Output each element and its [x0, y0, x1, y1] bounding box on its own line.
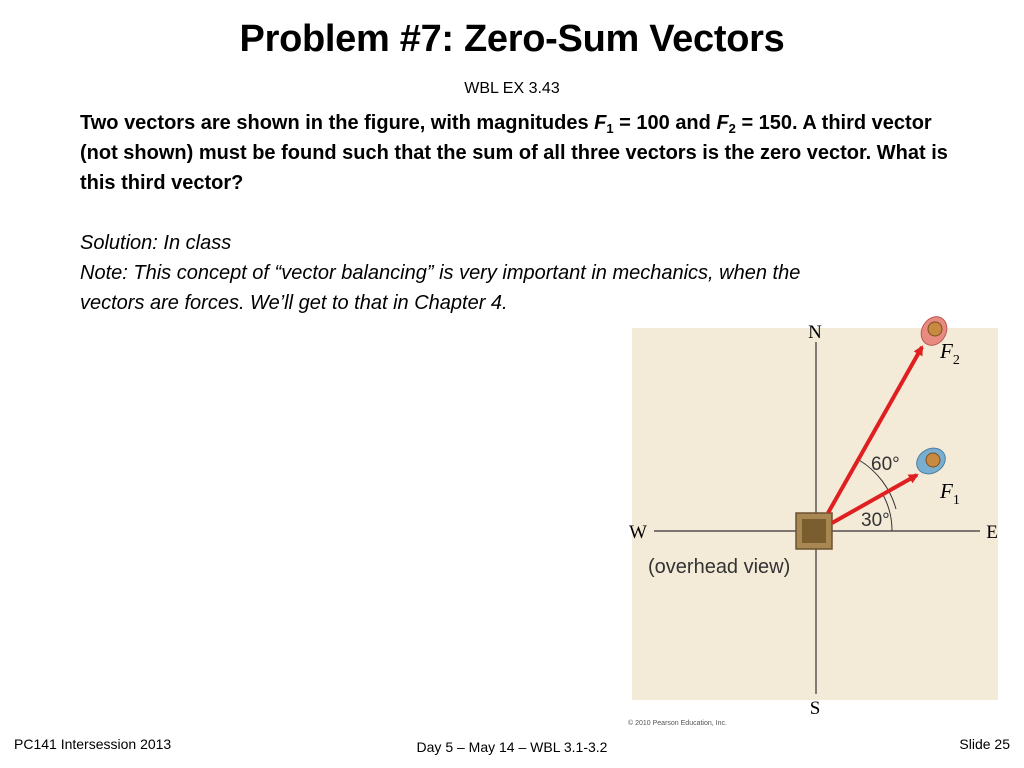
f1-label-subscript: 1 — [952, 493, 960, 508]
f1-label-symbol: F — [940, 479, 953, 503]
slide-title: Problem #7: Zero-Sum Vectors — [239, 18, 785, 60]
box-icon — [796, 513, 832, 549]
textbook-reference: WBL EX 3.43 — [464, 80, 560, 97]
copyright-notice: © 2010 Pearson Education, Inc. — [628, 720, 727, 727]
problem-text-1: Two vectors are shown in the figure, with magnitudes — [80, 112, 595, 134]
problem-text-2: = 100 and — [613, 112, 717, 134]
south-label: S — [809, 698, 821, 719]
note-text-line-1: Note: This concept of “vector balancing” is very important in mechanics, when the — [80, 262, 801, 284]
east-label: E — [986, 522, 998, 543]
footer-date: Day 5 – May 14 – WBL 3.1-3.2 — [416, 739, 608, 755]
north-label: N — [808, 322, 822, 343]
angle-30-label: 30° — [861, 510, 890, 531]
problem-text-3: = 150. A third vector (not shown) must be found such that the sum of all three vectors is the zero vector. What is this third vector? — [80, 112, 948, 194]
footer-slide-number: Slide 25 — [959, 736, 1010, 752]
f2-symbol: F — [716, 112, 729, 134]
note-text-line-2: vectors are forces. We’ll get to that in Chapter 4. — [80, 292, 508, 314]
f1-symbol: F — [594, 112, 607, 134]
spacer — [80, 198, 950, 228]
f1-subscript: 1 — [606, 121, 614, 136]
slide-body — [80, 108, 950, 318]
vector-diagram — [618, 312, 1010, 730]
solution-text: Solution: In class — [80, 232, 232, 254]
overhead-view-label: (overhead view) — [648, 556, 791, 578]
footer-course: PC141 Intersession 2013 — [14, 736, 172, 752]
angle-60-label: 60° — [871, 454, 900, 475]
f2-label-subscript: 2 — [952, 353, 960, 368]
problem-statement — [80, 108, 950, 198]
west-label: W — [629, 522, 647, 543]
f2-subscript: 2 — [728, 121, 736, 136]
f2-label-symbol: F — [940, 339, 953, 363]
vector-figure — [618, 312, 1010, 730]
